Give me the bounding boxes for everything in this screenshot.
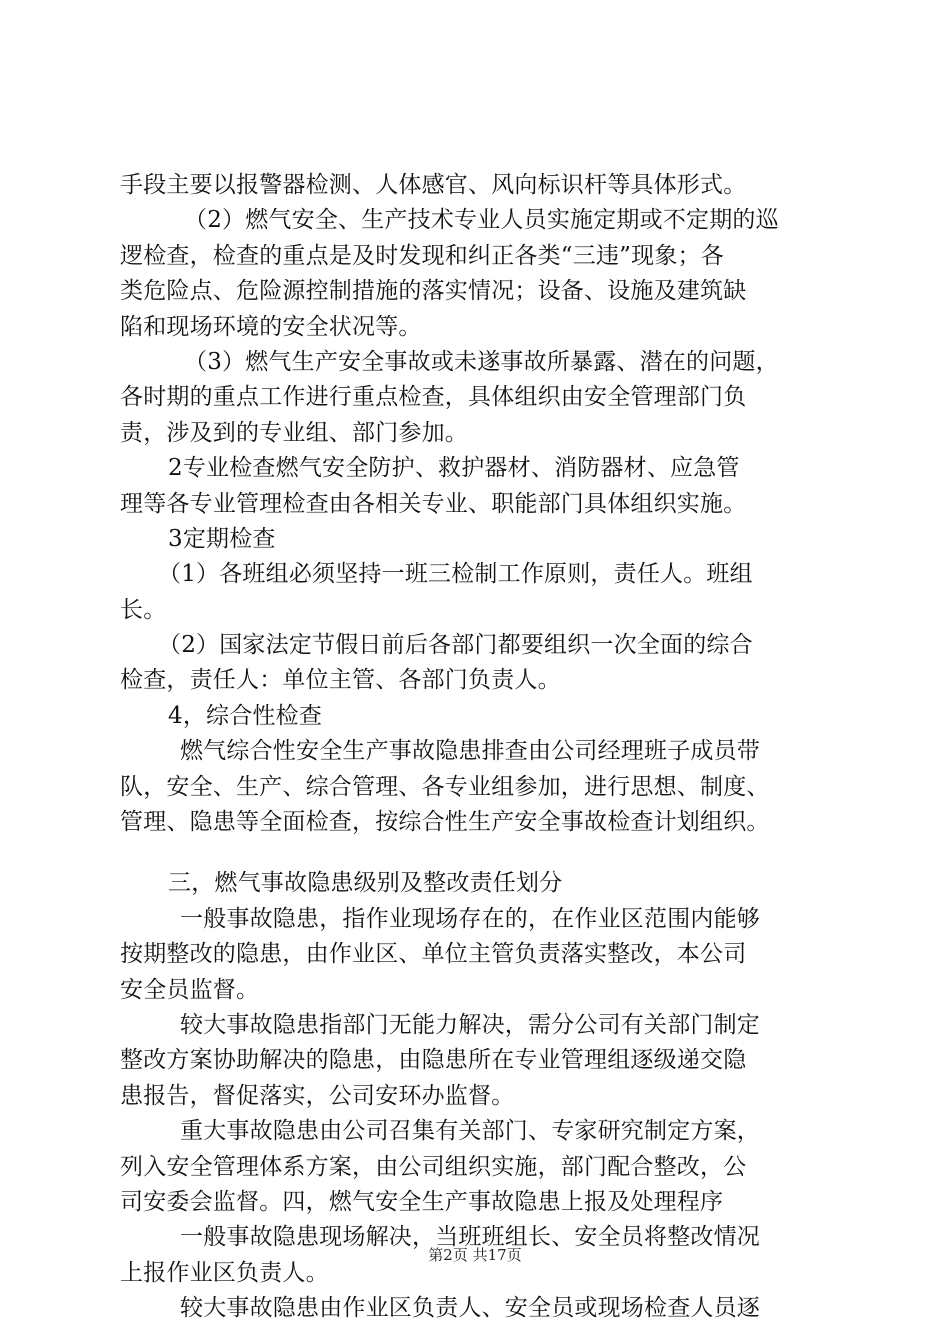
text-line: 患报告，督促落实，公司安环办监督。 — [120, 1082, 515, 1109]
text-line: 一般事故隐患，指作业现场存在的，在作业区范围内能够 — [180, 905, 760, 932]
text-line: 整改方案协助解决的隐患，由隐患所在专业管理组逐级递交隐 — [120, 1047, 747, 1074]
text-line: 一般事故隐患现场解决，当班班组长、安全员将整改情况 — [180, 1224, 760, 1251]
text-line: 检查，责任人：单位主管、各部门负责人。 — [120, 667, 561, 694]
text-line: 上报作业区负责人。 — [120, 1259, 329, 1286]
text-line: 燃气综合性安全生产事故隐患排查由公司经理班子成员带 — [180, 738, 760, 765]
text-line: 司安委会监督。四，燃气安全生产事故隐患上报及处理程序 — [120, 1188, 724, 1215]
text-line: 逻检查，检查的重点是及时发现和纠正各类“三违”现象；各 — [120, 242, 724, 269]
text-line: （2）国家法定节假日前后各部门都要组织一次全面的综合 — [158, 632, 753, 659]
text-line: 3定期检查 — [168, 525, 276, 552]
text-line: 重大事故隐患由公司召集有关部门、专家研究制定方案， — [180, 1118, 760, 1145]
text-line: （2）燃气安全、生产技术专业人员实施定期或不定期的巡 — [184, 207, 779, 234]
text-line: 较大事故隐患由作业区负责人、安全员或现场检查人员逐 — [180, 1295, 760, 1322]
text-line: 类危险点、危险源控制措施的落实情况；设备、设施及建筑缺 — [120, 278, 747, 305]
text-line: 管理、隐患等全面检查，按综合性生产安全事故检查计划组织。 — [120, 809, 770, 836]
text-line: 长。 — [120, 596, 167, 623]
text-line: 安全员监督。 — [120, 976, 260, 1003]
text-line: 2专业检查燃气安全防护、救护器材、消防器材、应急管 — [168, 455, 740, 482]
text-line: （1）各班组必须坚持一班三检制工作原则，责任人。班组 — [158, 561, 753, 588]
text-line: 较大事故隐患指部门无能力解决，需分公司有关部门制定 — [180, 1011, 760, 1038]
text-line: 按期整改的隐患，由作业区、单位主管负责落实整改，本公司 — [120, 941, 747, 968]
text-line: 陷和现场环境的安全状况等。 — [120, 313, 422, 340]
text-line: 列入安全管理体系方案，由公司组织实施，部门配合整改，公 — [120, 1153, 747, 1180]
text-line: 队，安全、生产、综合管理、各专业组参加，进行思想、制度、 — [120, 773, 770, 800]
page-number-footer: 第2页 共17页 — [428, 1246, 522, 1264]
text-line: 理等各专业管理检查由各相关专业、职能部门具体组织实施。 — [120, 490, 747, 517]
text-line: 手段主要以报警器检测、人体感官、风向标识杆等具体形式。 — [120, 172, 747, 198]
document-body — [120, 168, 835, 1327]
text-line: （3）燃气生产安全事故或未遂事故所暴露、潜在的问题， — [184, 348, 779, 375]
text-line: 责，涉及到的专业组、部门参加。 — [120, 419, 468, 446]
text-line: 4，综合性检查 — [168, 702, 323, 729]
section-heading: 三，燃气事故隐患级别及整改责任划分 — [168, 870, 563, 897]
text-line: 各时期的重点工作进行重点检查，具体组织由安全管理部门负 — [120, 384, 747, 411]
